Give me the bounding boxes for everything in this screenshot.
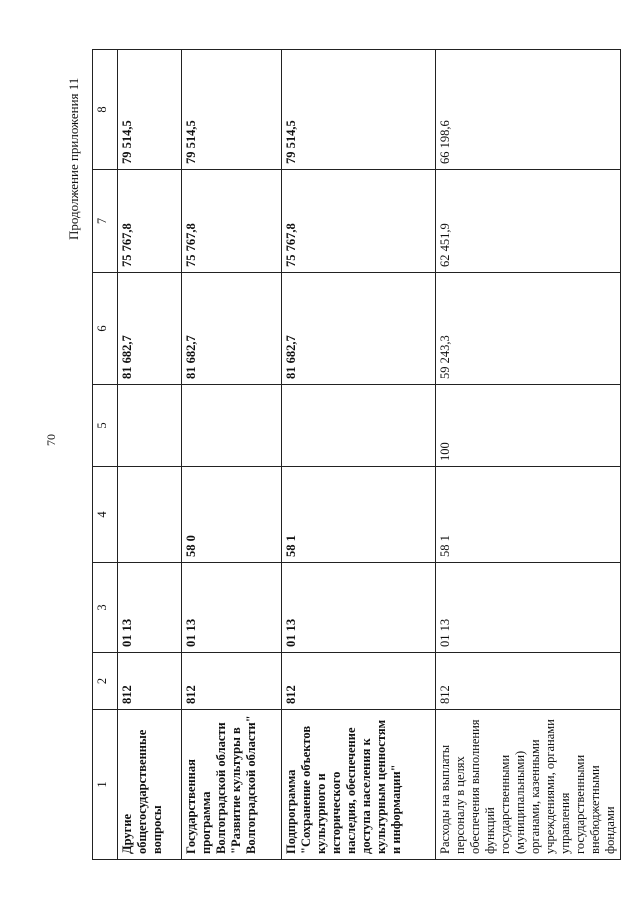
- col-header-2: 2: [93, 653, 118, 710]
- cell-amount-3: 79 514,5: [282, 50, 436, 170]
- col-header-1: 1: [93, 710, 118, 860]
- table-row: [118, 50, 182, 860]
- cell-ministry: 812: [182, 653, 282, 710]
- col-header-5: 5: [93, 385, 118, 467]
- row-name: Расходы на выплаты персоналу в целях обеспечения выполнения функций государственными (муниципальными) органами, казенными учреждениями, органами управления государственными внебюджетными фондами: [436, 710, 621, 860]
- cell-amount-2: 75 767,8: [282, 170, 436, 273]
- row-name: Другие общегосударственные вопросы: [118, 710, 182, 860]
- cell-ministry: 812: [118, 653, 182, 710]
- table-row: [282, 50, 436, 860]
- cell-amount-1: 81 682,7: [182, 273, 282, 385]
- cell-expense-type: [282, 385, 436, 467]
- cell-amount-3: 66 198,6: [436, 50, 621, 170]
- cell-section: 01 13: [182, 563, 282, 653]
- cell-program: [118, 467, 182, 563]
- cell-program: 58 0: [182, 467, 282, 563]
- cell-expense-type: 100: [436, 385, 621, 467]
- cell-amount-3: 79 514,5: [118, 50, 182, 170]
- header-row: [93, 50, 118, 860]
- cell-amount-2: 75 767,8: [118, 170, 182, 273]
- col-header-7: 7: [93, 170, 118, 273]
- cell-amount-2: 75 767,8: [182, 170, 282, 273]
- cell-program: 58 1: [436, 467, 621, 563]
- cell-amount-1: 81 682,7: [118, 273, 182, 385]
- cell-section: 01 13: [282, 563, 436, 653]
- continuation-label: Продолжение приложения 11: [66, 77, 81, 240]
- cell-expense-type: [182, 385, 282, 467]
- cell-amount-1: 59 243,3: [436, 273, 621, 385]
- page-number: 70: [44, 434, 58, 446]
- col-header-3: 3: [93, 563, 118, 653]
- table-row: [436, 50, 621, 860]
- col-header-6: 6: [93, 273, 118, 385]
- cell-amount-1: 81 682,7: [282, 273, 436, 385]
- col-header-4: 4: [93, 467, 118, 563]
- cell-section: 01 13: [118, 563, 182, 653]
- cell-expense-type: [118, 385, 182, 467]
- cell-ministry: 812: [436, 653, 621, 710]
- table-row: [182, 50, 282, 860]
- cell-ministry: 812: [282, 653, 436, 710]
- row-name: Подпрограмма "Сохранение объектов культурного и исторического наследия, обеспечение доступа населения к культурным ценностям и информации": [282, 710, 436, 860]
- row-name: Государственная программа Волгоградской области "Развитие культуры в Волгоградской области": [182, 710, 282, 860]
- budget-table: [92, 49, 621, 860]
- budget-table-container: [92, 50, 617, 860]
- cell-amount-3: 79 514,5: [182, 50, 282, 170]
- cell-amount-2: 62 451,9: [436, 170, 621, 273]
- cell-program: 58 1: [282, 467, 436, 563]
- col-header-8: 8: [93, 50, 118, 170]
- cell-section: 01 13: [436, 563, 621, 653]
